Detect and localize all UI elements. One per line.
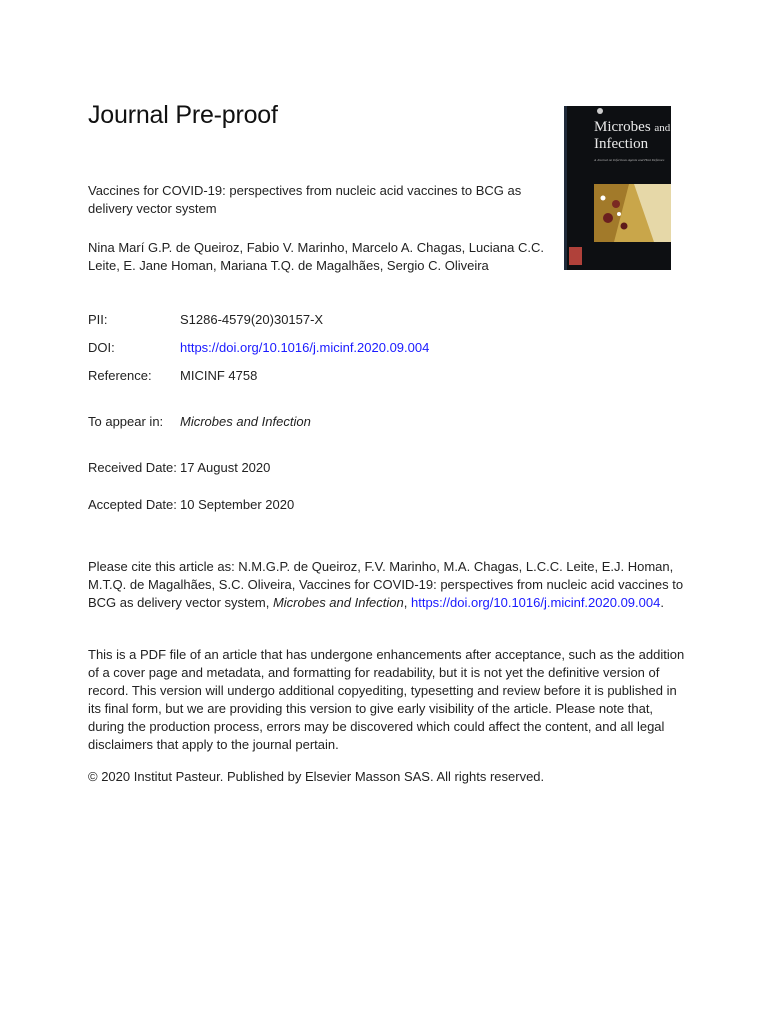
doi-link[interactable]: https://doi.org/10.1016/j.micinf.2020.09.004: [180, 340, 430, 355]
citation-text: Please cite this article as: N.M.G.P. de Queiroz, F.V. Marinho, M.A. Chagas, L.C.C. Leite, E.J. Homan, M.T.Q. de Magalhães, S.C. Oliveira, Vaccines for COVID-19: perspectives from nucleic acid vaccines to BCG as delivery vector system,: [88, 559, 684, 610]
cover-badge: [569, 247, 582, 265]
accepted-date-label: Accepted Date:: [88, 497, 177, 512]
received-date-value: 17 August 2020: [180, 460, 271, 475]
cover-micrograph-image: [594, 184, 671, 242]
cover-title: [594, 119, 670, 152]
pdf-notice-paragraph: This is a PDF file of an article that has undergone enhancements after acceptance, such as the addition of a cover page and metadata, and formatting for readability, but it is not yet the definitive version of record. This version will undergo additional copyediting, typesetting and review before it is published in its final form, but we are providing this version to give early visibility of the article. Please note that, during the production process, errors may be discovered which could affect the content, and all legal disclaimers that apply to the journal pertain.: [88, 647, 685, 752]
appear-in-row: [88, 413, 311, 431]
accepted-date-value: 10 September 2020: [180, 497, 295, 512]
citation-journal: Microbes and Infection: [272, 595, 404, 610]
cover-title-word-2: Infection: [594, 136, 649, 152]
article-title: Vaccines for COVID-19: perspectives from nucleic acid vaccines to BCG as delivery vector system: [88, 183, 522, 216]
cover-title-word: Microbes: [594, 119, 651, 135]
page-title: Journal Pre-proof: [88, 101, 278, 129]
publisher-logo-icon: [597, 108, 603, 114]
appear-in-label: To appear in:: [88, 414, 164, 429]
pii-value: S1286-4579(20)30157-X: [180, 312, 324, 327]
pii-row: [88, 311, 323, 329]
pii-label: PII:: [88, 312, 108, 327]
cover-title-and: and: [654, 122, 671, 134]
citation-doi-link[interactable]: https://doi.org/10.1016/j.micinf.2020.09.004: [411, 595, 661, 610]
reference-value: MICINF 4758: [180, 368, 258, 383]
copyright-notice: © 2020 Institut Pasteur. Published by Elsevier Masson SAS. All rights reserved.: [88, 769, 545, 784]
cover-spine: [564, 106, 567, 270]
citation-separator: ,: [403, 595, 408, 610]
cover-subtitle: A Journal on Infectious Agents and Host Defenses: [594, 158, 665, 162]
received-date-label: Received Date:: [88, 460, 177, 475]
journal-cover-image: [564, 106, 671, 270]
appear-in-value: Microbes and Infection: [180, 414, 311, 429]
doi-row: [88, 339, 429, 357]
accepted-date-row: [88, 496, 294, 514]
article-authors: Nina Marí G.P. de Queiroz, Fabio V. Marinho, Marcelo A. Chagas, Luciana C.C. Leite, E. Jane Homan, Mariana T.Q. de Magalhães, Sergio C. Oliveira: [88, 240, 544, 273]
received-date-row: [88, 459, 270, 477]
reference-row: [88, 367, 257, 385]
reference-label: Reference:: [88, 368, 152, 383]
citation-suffix: .: [660, 595, 664, 610]
citation-paragraph: [88, 558, 688, 612]
doi-label: DOI:: [88, 340, 115, 355]
